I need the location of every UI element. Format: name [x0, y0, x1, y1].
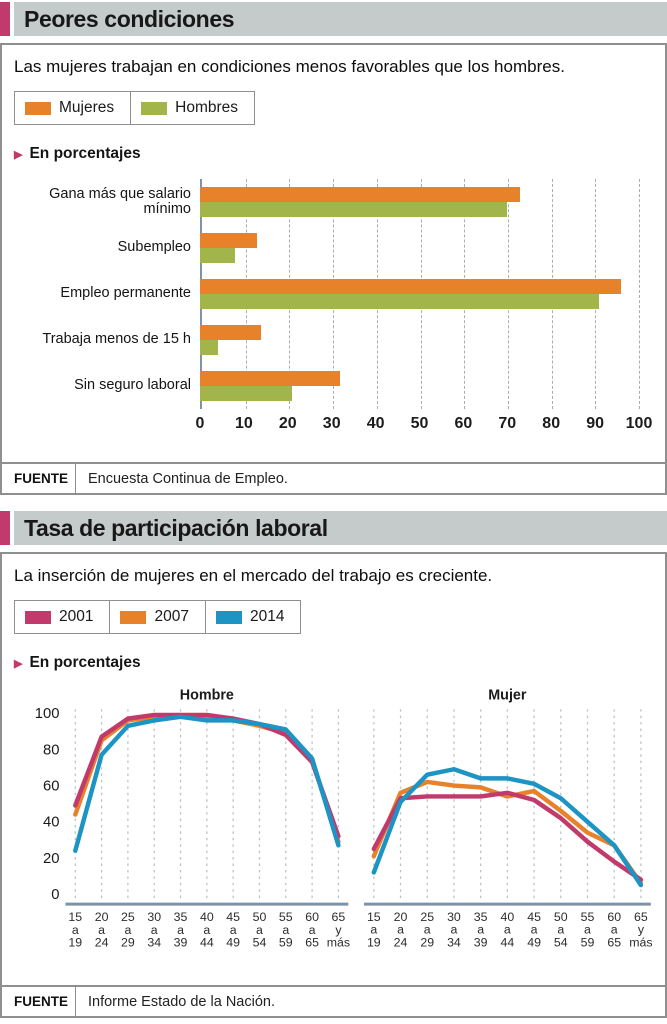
legend-item-mujeres	[15, 92, 130, 124]
x-tick-label: 30 a 34	[447, 909, 462, 950]
x-tick-label: 65 y más	[326, 909, 351, 950]
bar-hombres	[200, 386, 292, 401]
bar-chart	[14, 179, 653, 439]
bar-mujeres	[200, 233, 257, 248]
panel2	[0, 552, 667, 1018]
y-tick-label: 60	[42, 778, 60, 795]
panel-gap	[0, 495, 667, 511]
legend-label-2001: 2001	[59, 608, 94, 625]
x-tick-label: 15 a 19	[68, 909, 83, 950]
panel1-unit-row	[14, 145, 653, 163]
bar-category-label: Trabaja menos de 15 h	[42, 331, 191, 348]
legend-label-hombres: Hombres	[175, 99, 239, 116]
x-tick-label: 35 a 39	[474, 909, 488, 950]
x-tick-label: 10	[234, 415, 253, 432]
legend-label-2014: 2014	[249, 608, 285, 625]
x-tick-label: 50	[410, 415, 429, 432]
x-tick-label: 55 a 59	[278, 909, 293, 950]
panel1	[0, 43, 667, 495]
x-tick-label: 90	[586, 415, 604, 432]
panel2-unit-row	[14, 654, 653, 672]
x-tick-label: 50 a 54	[252, 909, 267, 950]
bar-group	[14, 179, 653, 225]
arrow-icon: ▶	[14, 148, 23, 161]
x-tick-label: 20 a 24	[393, 909, 408, 950]
line-chart-mujer	[358, 684, 659, 956]
panel2-source-label: FUENTE	[2, 987, 76, 1016]
x-tick-label: 65 y más	[629, 909, 653, 950]
bar-mujeres	[200, 371, 340, 386]
bar-hombres	[200, 340, 218, 355]
bar-track	[200, 325, 639, 355]
x-tick-label: 55 a 59	[580, 909, 595, 950]
legend-label-mujeres: Mujeres	[59, 99, 115, 116]
x-tick-label: 60 a 65	[607, 909, 622, 950]
bar-track	[200, 187, 639, 217]
x-tick-label: 60	[454, 415, 473, 432]
panel1-header	[0, 2, 667, 36]
panel1-title: Peores condiciones	[24, 5, 235, 32]
legend-label-2007: 2007	[154, 608, 189, 625]
x-tick-label: 25 a 29	[121, 909, 135, 950]
bar-group	[14, 363, 653, 409]
x-tick-label: 45 a 49	[226, 909, 241, 950]
bar-group	[14, 225, 653, 271]
serie-2014-swatch	[216, 611, 242, 624]
x-tick-label: 40 a 44	[199, 909, 214, 950]
panel2-source-text: Informe Estado de la Nación.	[88, 993, 275, 1010]
serie-2001-swatch	[25, 611, 51, 624]
bar-track	[200, 233, 639, 263]
x-tick-label: 35 a 39	[173, 909, 188, 950]
panel2-title: Tasa de participación laboral	[24, 514, 328, 541]
y-tick-label: 0	[51, 887, 60, 904]
mujeres-swatch	[25, 102, 51, 115]
x-tick-label: 40 a 44	[500, 909, 515, 950]
bar-hombres	[200, 248, 235, 263]
legend-item-2007	[109, 601, 204, 633]
hombres-swatch	[141, 102, 167, 115]
x-tick-label: 15 a 19	[367, 909, 381, 950]
bar-category-label: Sin seguro laboral	[74, 377, 191, 394]
x-tick-label: 30	[322, 415, 341, 432]
bar-track	[200, 279, 639, 309]
bar-mujeres	[200, 325, 261, 340]
x-tick-label: 0	[195, 415, 205, 432]
bar-mujeres	[200, 187, 520, 202]
panel1-source-row	[2, 462, 665, 493]
panel1-source-label: FUENTE	[2, 464, 76, 493]
bar-mujeres	[200, 279, 621, 294]
x-tick-label: 25 a 29	[420, 909, 435, 950]
line-chart-hombre	[10, 684, 350, 956]
bar-category-label: Subempleo	[117, 239, 191, 256]
serie-2007-swatch	[120, 611, 146, 624]
y-tick-label: 100	[34, 706, 60, 723]
y-tick-label: 40	[42, 814, 60, 831]
panel2-subtitle: La inserción de mujeres en el mercado del trabajo es creciente.	[14, 566, 493, 585]
panel1-unit-label: En porcentajes	[29, 145, 141, 162]
panel2-source-row	[2, 985, 665, 1016]
bar-category-label: Empleo permanente	[60, 285, 191, 302]
bar-track	[200, 371, 639, 401]
legend-item-2014	[205, 601, 300, 633]
bar-category-label: Gana más que salario mínimo	[49, 185, 191, 217]
y-tick-label: 20	[42, 850, 60, 867]
bar-hombres	[200, 294, 599, 309]
bar-x-axis	[195, 415, 653, 439]
legend-item-2001	[15, 601, 109, 633]
legend-item-hombres	[130, 92, 254, 124]
panel1-legend	[14, 91, 255, 125]
x-tick-label: 40	[366, 415, 385, 432]
x-tick-label: 20	[278, 415, 297, 432]
bar-group	[14, 317, 653, 363]
chart-title: Hombre	[179, 687, 234, 704]
bar-group	[14, 271, 653, 317]
x-tick-label: 20 a 24	[94, 909, 109, 950]
arrow-icon: ▶	[14, 657, 23, 670]
panel1-header-bar	[14, 2, 667, 36]
bar-hombres	[200, 202, 507, 217]
line-charts-row	[10, 684, 659, 956]
panel2-header	[0, 511, 667, 545]
y-tick-label: 80	[42, 742, 60, 759]
x-tick-label: 100	[625, 415, 653, 432]
x-tick-label: 80	[542, 415, 561, 432]
panel2-unit-label: En porcentajes	[29, 654, 141, 671]
panel2-legend	[14, 600, 301, 634]
x-tick-label: 50 a 54	[554, 909, 568, 950]
panel1-source-text: Encuesta Continua de Empleo.	[88, 470, 288, 487]
x-tick-label: 70	[498, 415, 517, 432]
x-tick-label: 60 a 65	[305, 909, 319, 950]
panel1-subtitle: Las mujeres trabajan en condiciones menos favorables que los hombres.	[14, 57, 565, 76]
panel2-header-bar	[14, 511, 667, 545]
header-accent-block	[0, 2, 10, 36]
chart-title: Mujer	[488, 687, 527, 704]
x-tick-label: 30 a 34	[147, 909, 162, 950]
x-tick-label: 45 a 49	[527, 909, 542, 950]
header-accent-block	[0, 511, 10, 545]
